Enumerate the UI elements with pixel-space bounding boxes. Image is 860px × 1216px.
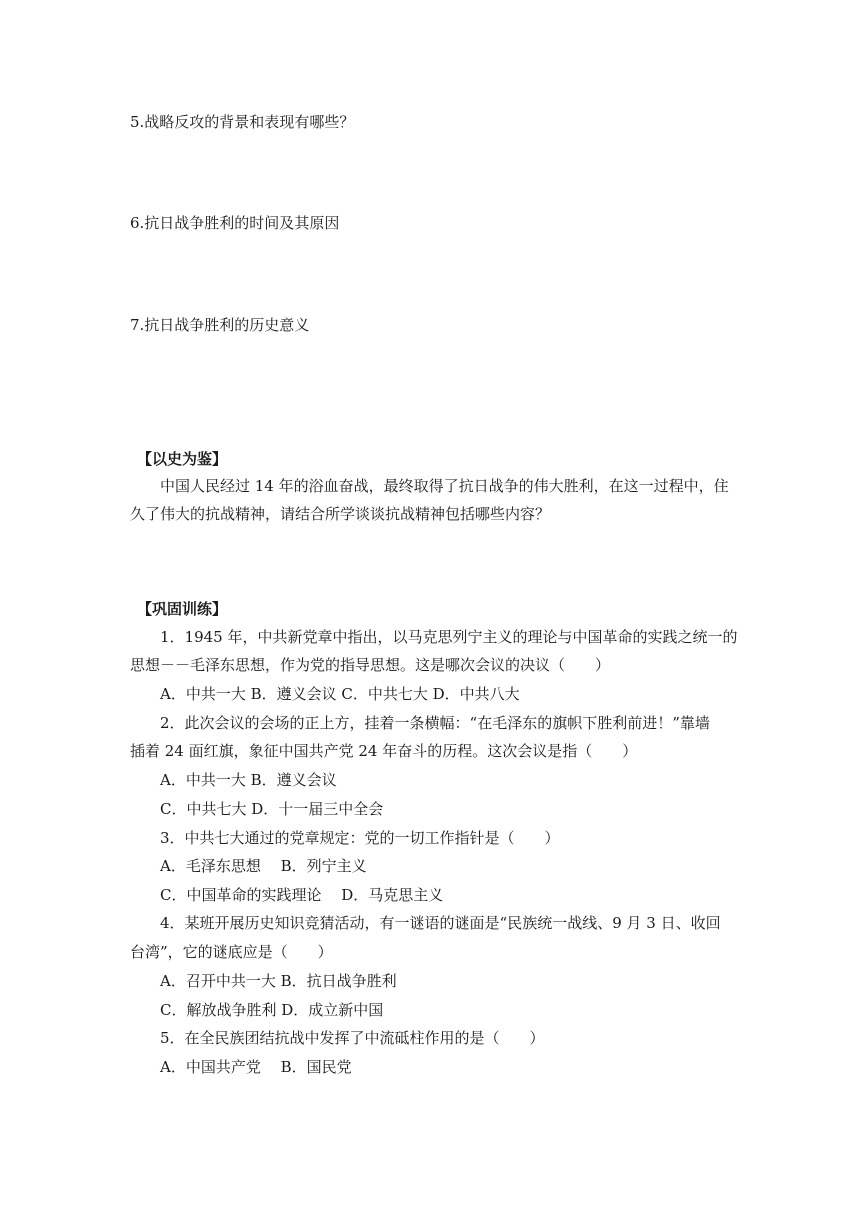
practice-option-line: A．中共一大 B．遵义会议 — [160, 771, 337, 789]
practice-line: 思想－－毛泽东思想，作为党的指导思想。这是哪次会议的决议（ ） — [130, 656, 611, 674]
question-6: 6.抗日战争胜利的时间及其原因 — [130, 214, 340, 232]
practice-option-line: A．召开中共一大 B．抗日战争胜利 — [160, 972, 397, 990]
practice-option-line: C．解放战争胜利 D．成立新中国 — [160, 1001, 384, 1019]
practice-heading: 【巩固训练】 — [137, 600, 228, 618]
history-mirror-line: 中国人民经过 14 年的浴血奋战，最终取得了抗日战争的伟大胜利，在这一过程中，住 — [160, 477, 729, 495]
practice-line: 4．某班开展历史知识竞猜活动，有一谜语的谜面是“民族统一战线、9 月 3 日、收回 — [160, 914, 721, 932]
practice-line: 台湾”，它的谜底应是（ ） — [130, 943, 333, 961]
practice-line: 3．中共七大通过的党章规定：党的一切工作指针是（ ） — [160, 829, 560, 847]
practice-option-line: A．中共一大 B．遵义会议 C．中共七大 D．中共八大 — [160, 685, 520, 703]
practice-option-line: C．中国革命的实践理论 D．马克思主义 — [160, 886, 444, 904]
practice-option-line: A．中国共产党 B．国民党 — [160, 1058, 352, 1076]
practice-line: 插着 24 面红旗，象征中国共产党 24 年奋斗的历程。这次会议是指（ ） — [130, 742, 638, 760]
question-7: 7.抗日战争胜利的历史意义 — [130, 316, 310, 334]
history-mirror-line: 久了伟大的抗战精神，请结合所学谈谈抗战精神包括哪些内容？ — [130, 505, 551, 523]
history-mirror-heading: 【以史为鉴】 — [137, 450, 228, 468]
question-5: 5.战略反攻的背景和表现有哪些？ — [130, 113, 355, 131]
practice-option-line: C．中共七大 D．十一届三中全会 — [160, 800, 384, 818]
practice-line: 1．1945 年，中共新党章中指出，以马克思列宁主义的理论与中国革命的实践之统一的 — [160, 628, 738, 646]
practice-line: 5．在全民族团结抗战中发挥了中流砥柱作用的是（ ） — [160, 1029, 545, 1047]
practice-option-line: A．毛泽东思想 B．列宁主义 — [160, 857, 367, 875]
practice-line: 2．此次会议的会场的正上方，挂着一条横幅：“在毛泽东的旗帜下胜利前进！”靠墙 — [160, 714, 710, 732]
